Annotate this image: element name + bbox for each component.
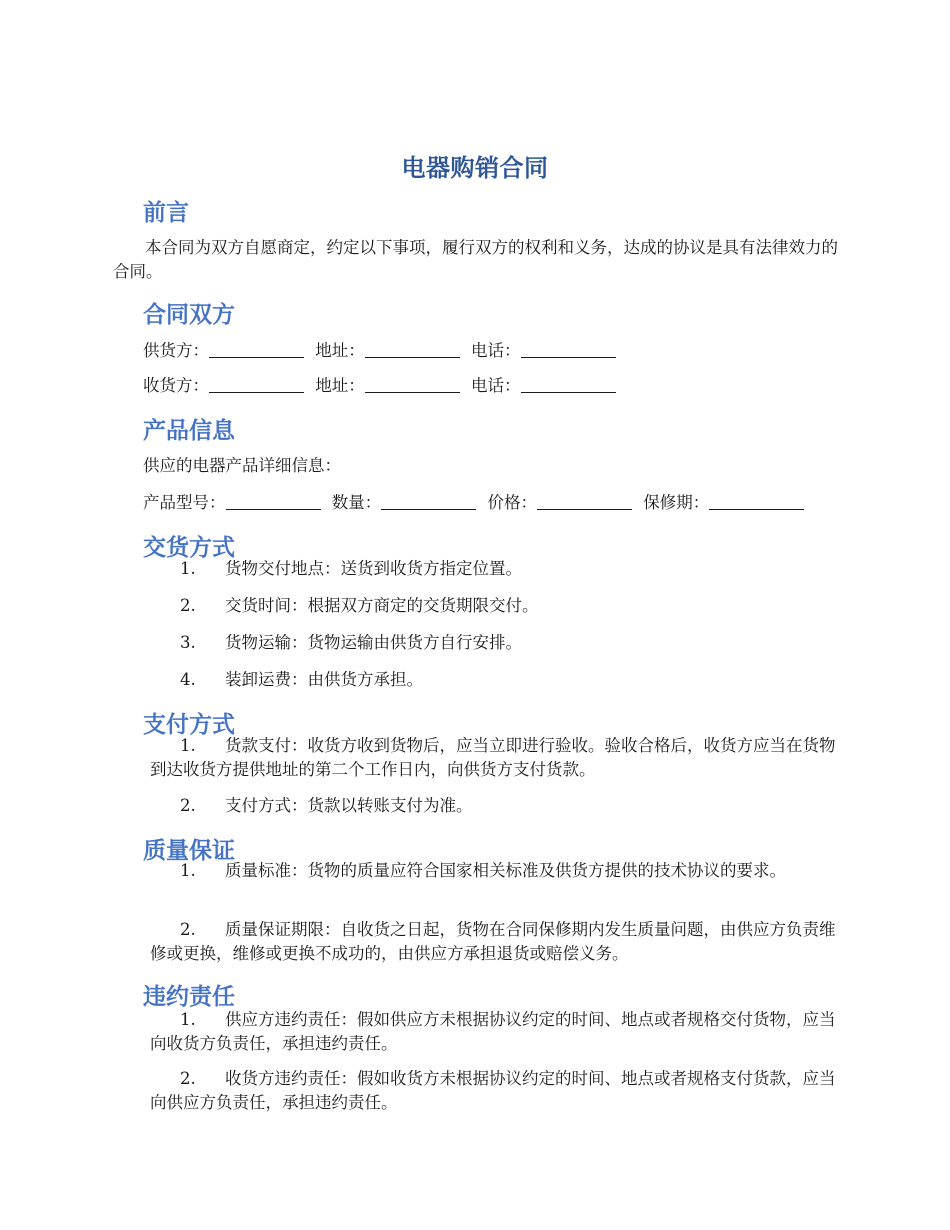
supplier-label: 供货方： <box>143 341 209 360</box>
delivery-item <box>150 557 840 581</box>
quantity-blank[interactable] <box>381 493 476 510</box>
receiver-label: 收货方： <box>143 376 209 395</box>
heading-preface: 前言 <box>143 200 189 226</box>
list-text: 收货方违约责任：假如收货方未根据协议约定的时间、地点或者规格支付货款，应当向供应方负责任，承担违约责任。 <box>150 1069 836 1112</box>
quality-item <box>150 859 840 883</box>
preface-text: 本合同为双方自愿商定，约定以下事项，履行双方的权利和义务，达成的协议是具有法律效力的合同。 <box>113 238 838 281</box>
payment-item <box>150 794 840 818</box>
model-label: 产品型号： <box>143 493 226 512</box>
list-number: 4. <box>180 670 196 689</box>
price-blank[interactable] <box>537 493 632 510</box>
list-number: 1. <box>180 736 196 755</box>
list-text: 交货时间：根据双方商定的交货期限交付。 <box>225 596 539 615</box>
supplier-address-label: 地址： <box>315 341 365 360</box>
receiver-line <box>143 374 622 398</box>
list-number: 2. <box>180 920 196 939</box>
supplier-phone-label: 电话： <box>471 341 521 360</box>
receiver-address-blank[interactable] <box>365 376 460 393</box>
receiver-phone-label: 电话： <box>471 376 521 395</box>
delivery-item <box>150 594 840 618</box>
heading-parties: 合同双方 <box>143 302 235 328</box>
heading-quality: 质量保证 <box>143 838 235 864</box>
receiver-name-blank[interactable] <box>209 376 304 393</box>
list-text: 质量标准：货物的质量应符合国家相关标准及供货方提供的技术协议的要求。 <box>225 861 786 880</box>
list-text: 货款支付：收货方收到货物后，应当立即进行验收。验收合格后，收货方应当在货物到达收货方提供地址的第二个工作日内，向供货方支付货款。 <box>150 736 836 779</box>
delivery-item <box>150 668 840 692</box>
warranty-blank[interactable] <box>709 493 804 510</box>
supplier-phone-blank[interactable] <box>521 341 616 358</box>
warranty-label: 保修期： <box>643 493 710 512</box>
breach-item <box>150 1067 840 1115</box>
list-number: 1. <box>180 559 196 578</box>
heading-payment: 支付方式 <box>143 712 235 738</box>
payment-item <box>150 734 840 782</box>
list-number: 1. <box>180 861 196 880</box>
supplier-address-blank[interactable] <box>365 341 460 358</box>
model-blank[interactable] <box>226 493 321 510</box>
heading-product: 产品信息 <box>143 418 235 444</box>
list-text: 支付方式：货款以转账支付为准。 <box>225 796 473 815</box>
list-text: 货物运输：货物运输由供货方自行安排。 <box>225 633 522 652</box>
list-number: 3. <box>180 633 196 652</box>
list-text: 装卸运费：由供货方承担。 <box>225 670 423 689</box>
list-number: 2. <box>180 596 196 615</box>
list-number: 1. <box>180 1010 196 1029</box>
quality-item <box>150 918 840 966</box>
supplier-name-blank[interactable] <box>209 341 304 358</box>
breach-item <box>150 1008 840 1056</box>
heading-delivery: 交货方式 <box>143 535 235 561</box>
list-text: 货物交付地点：送货到收货方指定位置。 <box>225 559 522 578</box>
list-text: 供应方违约责任：假如供应方未根据协议约定的时间、地点或者规格交付货物，应当向收货方负责任，承担违约责任。 <box>150 1010 836 1053</box>
document-title: 电器购销合同 <box>401 154 549 182</box>
list-number: 2. <box>180 1069 196 1088</box>
supplier-line <box>143 339 622 363</box>
product-intro: 供应的电器产品详细信息： <box>143 456 341 475</box>
price-label: 价格： <box>487 493 537 512</box>
quantity-label: 数量： <box>331 493 382 512</box>
receiver-address-label: 地址： <box>315 376 365 395</box>
list-number: 2. <box>180 796 196 815</box>
heading-breach: 违约责任 <box>143 984 235 1010</box>
receiver-phone-blank[interactable] <box>521 376 616 393</box>
product-detail-line <box>143 491 810 515</box>
list-text: 质量保证期限：自收货之日起，货物在合同保修期内发生质量问题，由供应方负责维修或更换，维修或更换不成功的，由供应方承担退货或赔偿义务。 <box>150 920 836 963</box>
delivery-item <box>150 631 840 655</box>
